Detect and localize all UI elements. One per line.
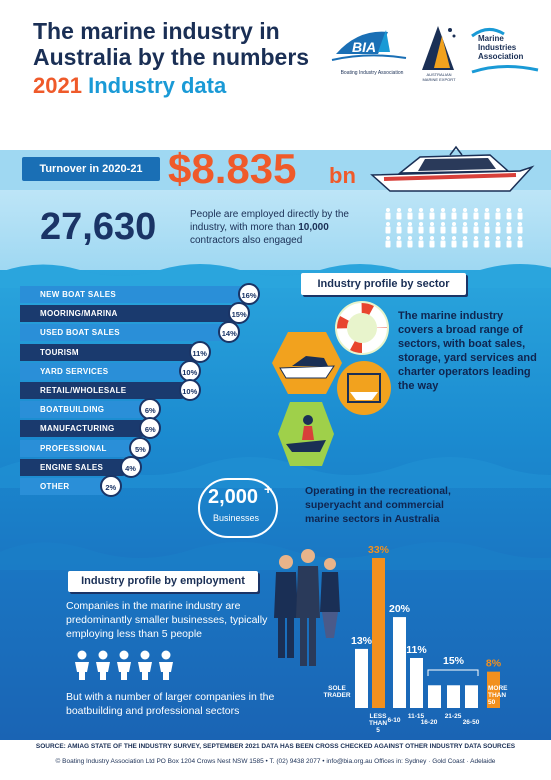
small-person-head <box>120 651 129 660</box>
businesses-label: Businesses <box>213 513 260 523</box>
sector-percent: 2% <box>100 475 122 497</box>
person-head <box>441 236 445 240</box>
person-head <box>441 222 445 226</box>
person-body <box>419 227 424 234</box>
person-head <box>430 236 434 240</box>
person-head <box>397 236 401 240</box>
person-head <box>430 222 434 226</box>
person-head <box>507 208 511 212</box>
sector-percent: 5% <box>129 437 151 459</box>
chart-data-label: 8% <box>485 657 502 670</box>
person-head <box>452 208 456 212</box>
person-body <box>452 241 457 248</box>
person-head <box>518 236 522 240</box>
person-body <box>507 241 512 248</box>
people-grid-icon <box>383 206 533 250</box>
turnover-unit: bn <box>329 163 356 188</box>
small-person-head <box>78 651 87 660</box>
person-head <box>408 236 412 240</box>
person-body <box>474 241 479 248</box>
person-body <box>386 213 391 220</box>
small-person-head <box>141 651 150 660</box>
sector-bar <box>20 459 136 476</box>
chart-bar <box>355 649 368 708</box>
person-head <box>408 208 412 212</box>
person-head <box>518 208 522 212</box>
person-head <box>463 236 467 240</box>
person-head <box>474 222 478 226</box>
small-person-body <box>138 662 152 680</box>
employment-chart <box>315 540 535 740</box>
small-person-body <box>96 662 110 680</box>
person-head <box>474 208 478 212</box>
employment-text-post: contractors also engaged <box>190 235 303 246</box>
person-head <box>397 222 401 226</box>
person-body <box>419 241 424 248</box>
sector-percent: 6% <box>139 398 161 420</box>
bia-logo-text: BIA <box>352 39 377 55</box>
chart-bar <box>393 617 406 708</box>
person-body <box>386 227 391 234</box>
person-body <box>496 213 501 220</box>
person-body <box>485 213 490 220</box>
person-body <box>408 213 413 220</box>
speedboat-icon <box>270 330 344 396</box>
person-head <box>518 222 522 226</box>
person-body <box>397 213 402 220</box>
sector-bar <box>20 478 117 495</box>
sector-bar <box>20 363 198 380</box>
businesses-plus: + <box>264 481 273 497</box>
chart-data-label: 33% <box>367 544 390 556</box>
chart-data-label: 11% <box>406 644 427 656</box>
person-head <box>507 222 511 226</box>
person-body <box>452 213 457 220</box>
subtitle-text: Industry data <box>88 73 227 98</box>
person-body <box>397 227 402 234</box>
chart-bar <box>447 685 460 708</box>
person-body <box>485 227 490 234</box>
person-body <box>408 227 413 234</box>
page-subtitle <box>33 73 226 99</box>
chart-category-label: LESS THAN 5 <box>368 713 388 734</box>
chart-group-bracket <box>428 670 478 676</box>
small-person-body <box>159 662 173 680</box>
small-person-body <box>117 662 131 680</box>
person-body <box>463 241 468 248</box>
sector-label: NEW BOAT SALES <box>40 290 117 299</box>
employment-text-pre: People are employed directly by the industry, with more than <box>190 209 349 233</box>
sector-label: TOURISM <box>40 347 79 357</box>
person-head <box>386 236 390 240</box>
footer-source: SOURCE: AMIAG STATE OF THE INDUSTRY SURVEY, SEPTEMBER 2021 DATA HAS BEEN CROSS CHECKED AGAINST OTHER INDUSTRY DATA SOURCES <box>35 743 516 750</box>
employment-text <box>190 208 370 247</box>
person-head <box>474 236 478 240</box>
person-head <box>386 208 390 212</box>
logo-strip <box>328 22 543 90</box>
businesses-number: 2,000 <box>208 486 259 508</box>
aimex-label: AUSTRALIAN MARINE EXPORT <box>422 72 456 82</box>
person-body <box>408 241 413 248</box>
person-body <box>507 227 512 234</box>
person-body <box>386 241 391 248</box>
bia-mark-icon <box>328 24 410 70</box>
page-title: The marine industry in Australia by the numbers <box>33 18 310 70</box>
employment-profile-title: Industry profile by employment <box>68 571 258 592</box>
person-body <box>430 227 435 234</box>
chart-bar <box>465 685 478 708</box>
bia-label: Boating Industry Association <box>340 70 404 76</box>
footer-contact: © Boating Industry Association Ltd PO Box 1204 Crows Nest NSW 1585 • T. (02) 9438 2077 • info@bia.org.au Offices in: Sydney · Gold Coast · Adelaide <box>55 758 496 765</box>
sector-percent: 11% <box>189 341 211 363</box>
sector-bar <box>20 440 146 457</box>
subtitle-year: 2021 <box>33 73 82 98</box>
person-body <box>496 241 501 248</box>
person-head <box>496 236 500 240</box>
sector-percent: 10% <box>179 379 201 401</box>
sector-bar <box>20 324 237 341</box>
person-body <box>518 241 523 248</box>
person-body <box>419 213 424 220</box>
chart-bar <box>372 558 385 708</box>
sector-label: ENGINE SALES <box>40 462 104 472</box>
chart-bar <box>428 685 441 708</box>
person-body <box>430 213 435 220</box>
person-body <box>507 213 512 220</box>
aimex-mark-icon <box>420 22 458 72</box>
sector-label: USED BOAT SALES <box>40 328 120 338</box>
person-body <box>441 227 446 234</box>
sector-label: MOORING/MARINA <box>40 309 118 319</box>
operating-text: Operating in the recreational, superyacht and commercial marine sectors in Australia <box>305 485 451 525</box>
wave-top <box>0 258 551 288</box>
chart-category-label: MORE THAN 50 <box>488 685 508 706</box>
person-body <box>518 227 523 234</box>
person-body <box>518 213 523 220</box>
chart-category-label: 26-50 <box>462 719 480 726</box>
sector-percent: 16% <box>238 283 260 305</box>
sector-bar <box>20 420 156 437</box>
chart-category-label: 11-15 <box>407 713 425 720</box>
small-person-head <box>162 651 171 660</box>
person-body <box>441 213 446 220</box>
turnover-value: $8.835 <box>168 145 297 192</box>
person-head <box>386 222 390 226</box>
yacht-icon <box>370 145 535 195</box>
sector-bar <box>20 286 257 303</box>
person-head <box>397 208 401 212</box>
person-body <box>430 241 435 248</box>
chart-data-label: 13% <box>350 634 373 647</box>
aimex-logo <box>420 22 458 84</box>
employment-profile-desc1: Companies in the marine industry are predominantly smaller businesses, typically employing less than 5 people <box>66 600 268 640</box>
employment-text-bold: 10,000 <box>298 222 329 233</box>
person-head <box>496 222 500 226</box>
person-body <box>441 241 446 248</box>
chart-bar <box>410 658 423 708</box>
turnover-label: Turnover in 2020-21 <box>22 157 160 181</box>
sector-bar <box>20 344 207 361</box>
person-head <box>452 222 456 226</box>
sector-percent: 4% <box>120 456 142 478</box>
bia-logo <box>328 24 410 84</box>
person-body <box>474 227 479 234</box>
person-body <box>474 213 479 220</box>
employment-profile-desc2: But with a number of larger companies in the boatbuilding and professional sectors <box>66 691 275 717</box>
person-head <box>507 236 511 240</box>
sector-percent: 15% <box>228 302 250 324</box>
person-head <box>485 208 489 212</box>
person-head <box>463 222 467 226</box>
sector-bar <box>20 382 198 399</box>
person-head <box>452 236 456 240</box>
sector-percent: 14% <box>218 321 240 343</box>
chart-category-label: 16-20 <box>420 719 438 726</box>
person-body <box>463 213 468 220</box>
person-body <box>452 227 457 234</box>
chart-category-label: 6-10 <box>387 717 401 724</box>
sector-bar <box>20 305 247 322</box>
small-person-body <box>75 662 89 680</box>
person-head <box>485 222 489 226</box>
sector-label: PROFESSIONAL <box>40 443 107 453</box>
person-head <box>430 208 434 212</box>
person-body <box>397 241 402 248</box>
sector-description: The marine industry covers a broad range of sectors, with boat sales, storage, yard services and charter operators leading the way <box>398 310 537 392</box>
person-body <box>463 227 468 234</box>
person-head <box>485 236 489 240</box>
sector-percent: 10% <box>179 360 201 382</box>
chart-category-label: SOLE TRADER <box>323 685 351 699</box>
boat-storage-icon <box>336 360 392 416</box>
person-head <box>441 208 445 212</box>
sector-label: OTHER <box>40 482 70 491</box>
chart-group-label: 15% <box>442 655 465 667</box>
employment-number: 27,630 <box>40 206 157 248</box>
small-people-icon <box>72 650 180 680</box>
mia-logo <box>468 26 542 84</box>
person-body <box>496 227 501 234</box>
person-body <box>485 241 490 248</box>
person-head <box>496 208 500 212</box>
sector-label: MANUFACTURING <box>40 424 115 434</box>
person-head <box>408 222 412 226</box>
small-person-head <box>99 651 108 660</box>
chart-category-label: 21-25 <box>444 713 462 720</box>
sector-bar <box>20 401 156 418</box>
sector-label: BOATBUILDING <box>40 405 105 415</box>
person-head <box>419 222 423 226</box>
person-head <box>419 208 423 212</box>
sector-label: YARD SERVICES <box>40 366 109 376</box>
sector-label: RETAIL/WHOLESALE <box>40 386 127 395</box>
person-head <box>463 208 467 212</box>
jetski-icon <box>276 400 336 468</box>
mia-label: Marine Industries Association <box>478 34 524 61</box>
chart-data-label: 20% <box>388 603 411 616</box>
sector-title: Industry profile by sector <box>301 273 466 295</box>
sector-percent: 6% <box>139 417 161 439</box>
person-head <box>419 236 423 240</box>
